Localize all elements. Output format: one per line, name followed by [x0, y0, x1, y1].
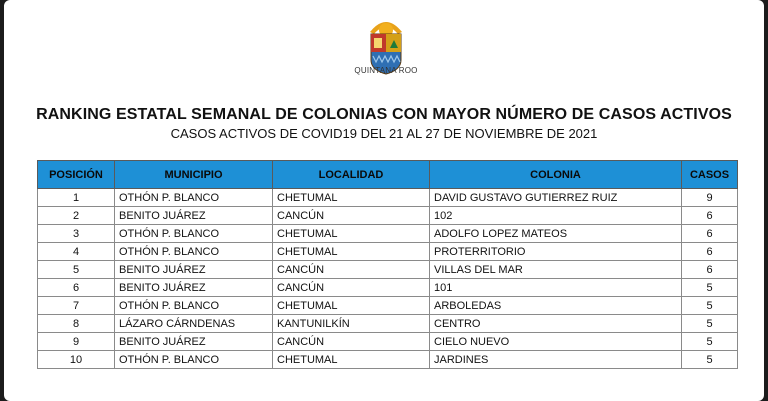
cell-casos: 5 — [682, 351, 738, 369]
cell-colonia: ARBOLEDAS — [430, 297, 682, 315]
page-subtitle: CASOS ACTIVOS DE COVID19 DEL 21 AL 27 DE NOVIEMBRE DE 2021 — [170, 126, 598, 141]
cell-posicion: 5 — [38, 261, 115, 279]
cell-casos: 9 — [682, 189, 738, 207]
cell-colonia: PROTERRITORIO — [430, 243, 682, 261]
cell-localidad: CHETUMAL — [273, 243, 430, 261]
cell-municipio: BENITO JUÁREZ — [115, 333, 273, 351]
cell-colonia: 101 — [430, 279, 682, 297]
cell-casos: 5 — [682, 279, 738, 297]
cell-localidad: CHETUMAL — [273, 189, 430, 207]
cell-municipio: BENITO JUÁREZ — [115, 279, 273, 297]
cell-municipio: LÁZARO CÁRNDENAS — [115, 315, 273, 333]
cell-municipio: OTHÓN P. BLANCO — [115, 243, 273, 261]
cell-localidad: CANCÚN — [273, 333, 430, 351]
cell-municipio: BENITO JUÁREZ — [115, 207, 273, 225]
cell-posicion: 9 — [38, 333, 115, 351]
table-row — [38, 279, 738, 297]
cell-localidad: CHETUMAL — [273, 297, 430, 315]
cell-colonia: VILLAS DEL MAR — [430, 261, 682, 279]
page-title: RANKING ESTATAL SEMANAL DE COLONIAS CON MAYOR NÚMERO DE CASOS ACTIVOS — [36, 106, 732, 123]
cell-localidad: CHETUMAL — [273, 351, 430, 369]
cell-posicion: 2 — [38, 207, 115, 225]
logo-caption: QUINTANA ROO — [354, 66, 418, 75]
cell-colonia: CIELO NUEVO — [430, 333, 682, 351]
cell-casos: 6 — [682, 207, 738, 225]
cell-localidad: CANCÚN — [273, 261, 430, 279]
cell-municipio: OTHÓN P. BLANCO — [115, 297, 273, 315]
cell-colonia: CENTRO — [430, 315, 682, 333]
cell-posicion: 3 — [38, 225, 115, 243]
cell-casos: 5 — [682, 333, 738, 351]
cell-colonia: JARDINES — [430, 351, 682, 369]
table-row — [38, 189, 738, 207]
cell-posicion: 4 — [38, 243, 115, 261]
document-page — [4, 0, 764, 401]
col-header-casos: CASOS — [682, 161, 738, 189]
table-row — [38, 297, 738, 315]
col-header-colonia: COLONIA — [430, 161, 682, 189]
cell-municipio: OTHÓN P. BLANCO — [115, 225, 273, 243]
table-row — [38, 207, 738, 225]
table-row — [38, 261, 738, 279]
cell-casos: 5 — [682, 315, 738, 333]
cell-casos: 6 — [682, 225, 738, 243]
cell-localidad: CHETUMAL — [273, 225, 430, 243]
ranking-table — [37, 160, 738, 369]
cell-casos: 5 — [682, 297, 738, 315]
cell-localidad: CANCÚN — [273, 279, 430, 297]
cell-posicion: 8 — [38, 315, 115, 333]
cell-casos: 6 — [682, 261, 738, 279]
col-header-localidad: LOCALIDAD — [273, 161, 430, 189]
cell-municipio: OTHÓN P. BLANCO — [115, 189, 273, 207]
table-row — [38, 225, 738, 243]
cell-posicion: 6 — [38, 279, 115, 297]
cell-posicion: 10 — [38, 351, 115, 369]
cell-colonia: DAVID GUSTAVO GUTIERREZ RUIZ — [430, 189, 682, 207]
table-header-row — [38, 161, 738, 189]
table-row — [38, 351, 738, 369]
cell-posicion: 1 — [38, 189, 115, 207]
cell-municipio: OTHÓN P. BLANCO — [115, 351, 273, 369]
cell-localidad: CANCÚN — [273, 207, 430, 225]
table-row — [38, 333, 738, 351]
cell-colonia: ADOLFO LOPEZ MATEOS — [430, 225, 682, 243]
cell-municipio: BENITO JUÁREZ — [115, 261, 273, 279]
cell-casos: 6 — [682, 243, 738, 261]
col-header-posicion: POSICIÓN — [38, 161, 115, 189]
col-header-municipio: MUNICIPIO — [115, 161, 273, 189]
cell-posicion: 7 — [38, 297, 115, 315]
cell-localidad: KANTUNILKÍN — [273, 315, 430, 333]
cell-colonia: 102 — [430, 207, 682, 225]
table-row — [38, 315, 738, 333]
table-row — [38, 243, 738, 261]
